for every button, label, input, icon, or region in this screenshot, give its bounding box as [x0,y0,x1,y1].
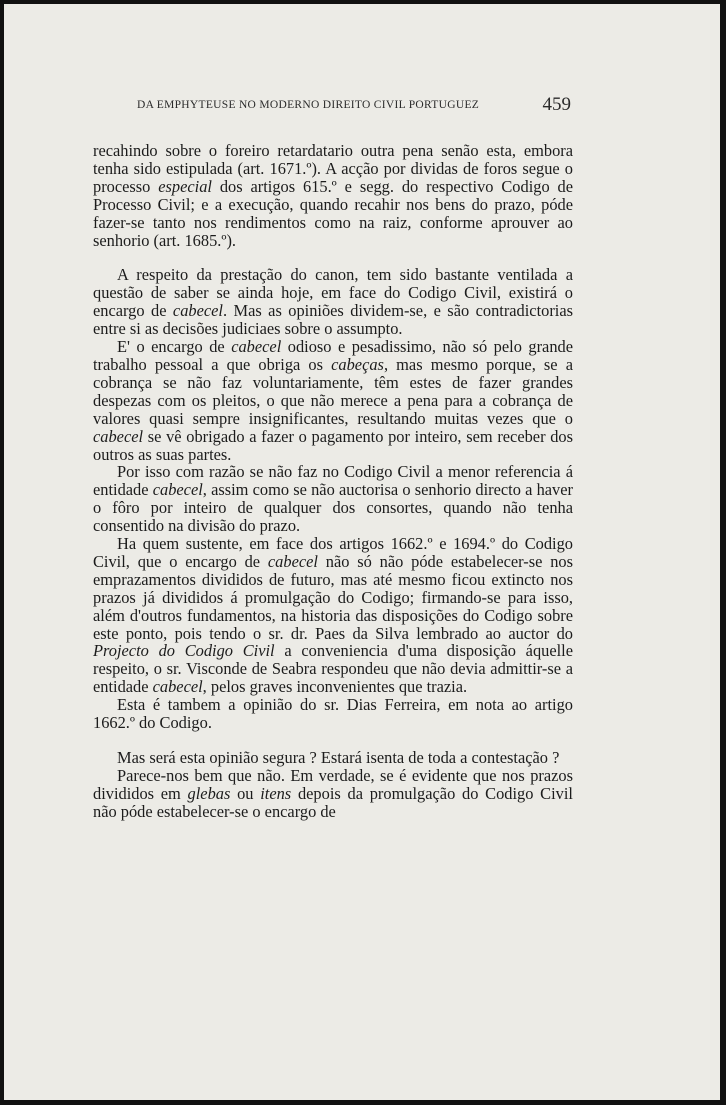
text-run: Parece-nos bem que não. Em verdade, se é evidente que nos prazos divididos em [93,765,573,803]
text-run: Mas será esta opinião segura ? Estará isenta de toda a contestação ? [117,748,560,767]
text-run: se vê obrigado a fazer o pagamento por inteiro, sem receber dos outros as suas partes. [93,426,573,464]
paragraph [93,767,573,821]
paragraph [93,142,573,249]
text-run: Por isso com razão se não faz no Codigo Civil a menor referencia á entidade [93,462,573,500]
italic-term: cabecel [231,337,282,357]
body-text [93,142,573,821]
italic-term: cabecel [152,480,203,500]
text-run: E' o encargo de [117,337,232,357]
text-run: . Mas as opiniões dividem-se, e são contradictorias entre si as decisões judiciaes sobre o assumpto. [93,301,573,339]
paragraph [93,749,573,767]
italic-term: cabecel [93,426,144,446]
paragraph [93,535,573,696]
italic-term: especial [158,176,212,196]
book-page [4,4,720,1100]
italic-term: glebas [187,783,231,803]
text-run: dos artigos 615.º e segg. do respectivo Codigo de Processo Civil; e a execução, quando recahir nos bens do prazo, póde fazer-se tanto nos rendimentos como na raiz, conforme aprouver ao senhorio (art. 1685.º). [93,176,573,250]
page-header [97,96,575,118]
text-run: Ha quem sustente, em face dos artigos 1662.º e 1694.º do Codigo Civil, que o encargo de [93,534,573,571]
paragraph [93,696,573,732]
text-run: Esta é tambem a opinião do sr. Dias Ferreira, em nota ao artigo 1662.º do Codigo. [93,695,573,733]
paragraph [93,266,573,338]
italic-term: cabecel [152,677,203,697]
running-head: DA EMPHYTEUSE NO MODERNO DIREITO CIVIL PORTUGUEZ [137,99,480,111]
text-run: depois da promulgação do Codigo Civil não póde estabelecer-se o encargo de [93,783,573,821]
text-run: recahindo sobre o foreiro retardatario outra pena senão esta, embora tenha sido estipulada (art. 1671.º). A acção por dividas de foros segue o processo [93,141,573,196]
italic-term: cabeças [331,354,384,374]
text-run: não só não póde estabelecer-se nos emprazamentos divididos de futuro, mas até mesmo ficou extincto nos prazos já divididos á promulgação do Codigo; firmando-se para isso, além d'outros fundamentos, na historia das disposições do Codigo sobre este ponto, pois tendo o sr. dr. Paes da Silva lembrado ao auctor do [93,551,573,643]
paragraph [93,463,573,535]
text-run: , mas mesmo porque, se a cobrança se não faz voluntariamente, têm estes de fazer grandes despezas com os pleitos, o que não merece a pena para a cobrança de valores quasi sempre insignificantes, resultando muitas vezes que o [93,354,573,428]
text-run: A respeito da prestação do canon, tem sido bastante ventilada a questão de saber se ainda hoje, em face do Codigo Civil, existirá o encargo de [93,265,573,321]
text-run: ou [230,783,261,803]
text-run: , pelos graves inconvenientes que trazia. [202,677,468,697]
italic-term: cabecel [267,551,318,571]
text-run: a conveniencia d'uma disposição áquelle respeito, o sr. Visconde de Seabra respondeu que não devia admittir-se a entidade [93,641,574,697]
text-run: odioso e pesadissimo, não só pelo grande trabalho pessoal a que obriga os [93,337,573,374]
italic-term: itens [260,783,292,803]
italic-term: Projecto do Codigo Civil [93,641,275,661]
page-number: 459 [542,94,571,115]
paragraph [93,338,573,463]
text-run: , assim como se não auctorisa o senhorio directo a haver o fôro por inteiro de qualquer dos consortes, quando não tenha consentido na divisão do prazo. [93,480,573,536]
italic-term: cabecel [172,301,223,321]
